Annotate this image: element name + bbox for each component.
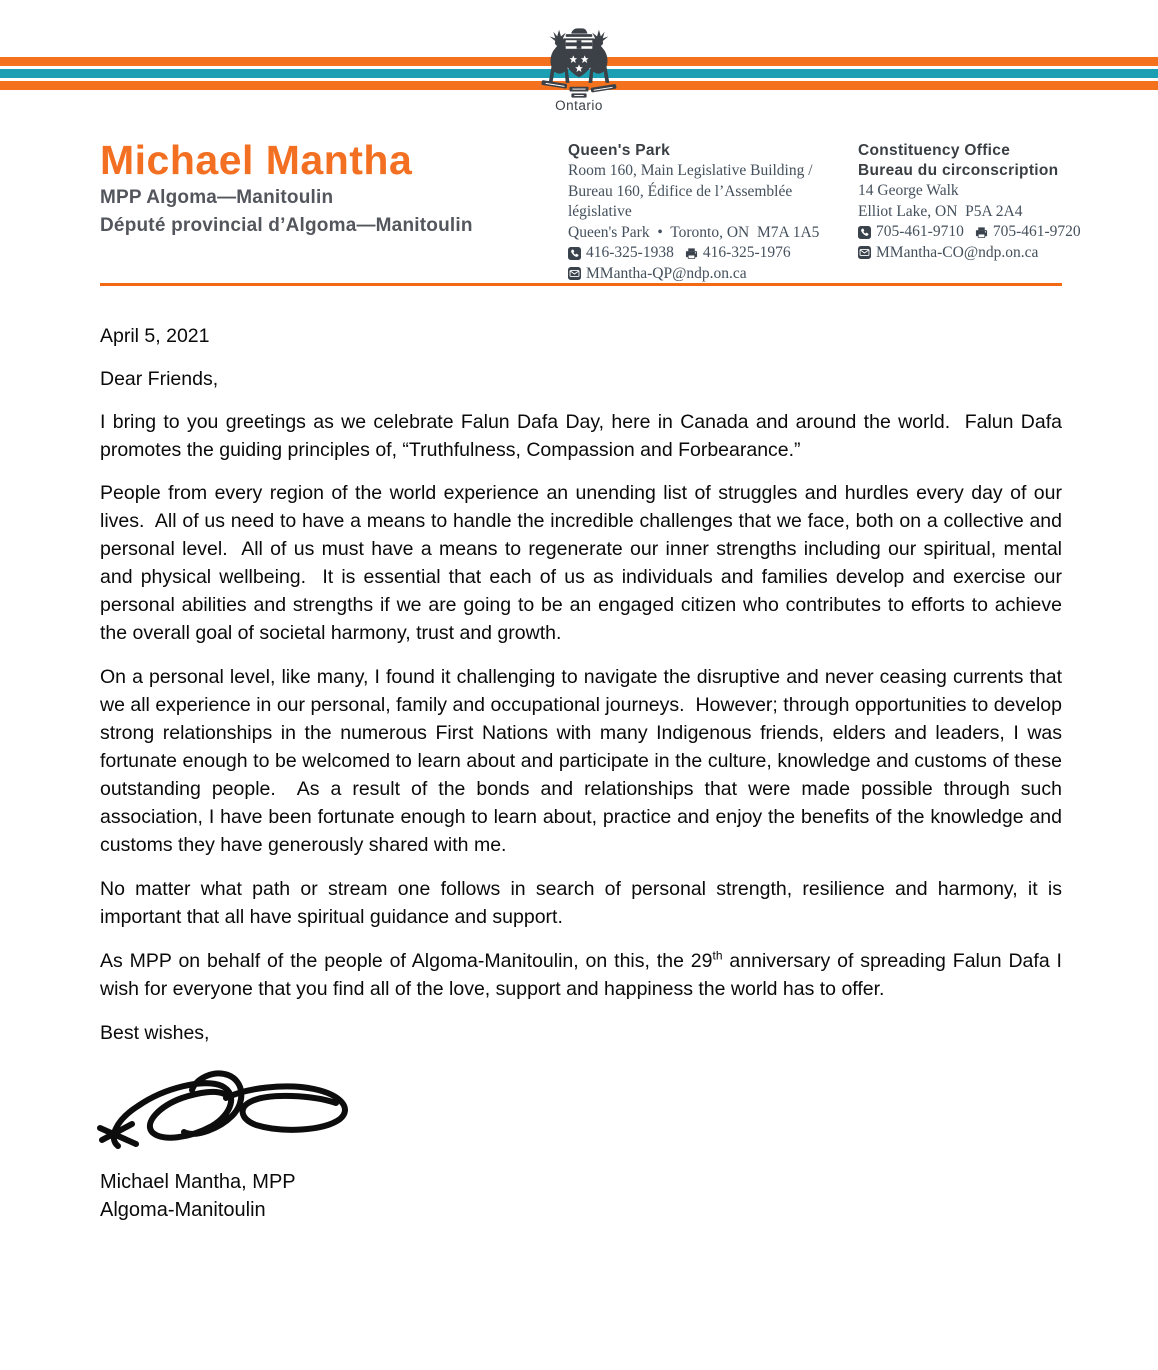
email-address: MMantha-QP@ndp.on.ca — [586, 264, 747, 282]
ontario-coat-of-arms — [0, 26, 1158, 113]
fax-icon — [685, 247, 698, 260]
phone-number: 705-461-9710 — [876, 223, 964, 240]
address-line: Room 160, Main Legislative Building / — [568, 162, 813, 179]
fax-number: 705-461-9720 — [992, 223, 1081, 240]
phone-icon — [568, 247, 581, 260]
paragraph-with-superscript — [100, 947, 1068, 1003]
orange-divider-rule — [100, 283, 1062, 286]
email-row — [568, 264, 848, 285]
queens-park-heading: Queen's Park — [568, 142, 671, 159]
mpp-name: Michael Mantha — [100, 137, 413, 183]
phone-icon — [858, 226, 871, 239]
salutation: Dear Friends, — [100, 368, 219, 390]
fax-icon — [975, 226, 988, 239]
mpp-title-english: MPP Algoma—Manitoulin — [100, 187, 334, 208]
paragraph-text: As MPP on behalf of the people of Algoma-Manitoulin, on this, the 29 — [100, 950, 713, 972]
signer-name: Michael Mantha, MPP — [100, 1171, 296, 1193]
phone-fax-row — [858, 222, 1158, 243]
address-line: Elliot Lake, ON P5A 2A4 — [858, 202, 1023, 220]
letter-body — [100, 322, 1068, 1224]
signer-riding: Algoma-Manitoulin — [100, 1199, 266, 1221]
closing-names — [100, 1168, 1062, 1224]
constituency-heading-english: Constituency Office — [858, 142, 1011, 159]
phone-fax-row — [568, 243, 848, 264]
email-icon — [858, 246, 871, 259]
email-icon — [568, 267, 581, 280]
ontario-wordmark: Ontario — [555, 98, 603, 113]
ordinal-superscript: th — [712, 948, 723, 963]
paragraph-text: anniversary of spreading Falun Dafa I wish for everyone that you find all of the love, support and happiness the world has to offer. — [100, 950, 1068, 1000]
mpp-title-french: Député provincial d’Algoma—Manitoulin — [100, 215, 473, 236]
queens-park-contact-block — [568, 141, 848, 284]
email-row — [858, 243, 1158, 264]
paragraph: People from every region of the world experience an unending list of struggles and hurdles every day of our lives. All of us need to have a means to handle the incredible challenges that we face, both on a collective and personal level. All of us must have a means to regenerate our inner strengths including our spiritual, mental and physical wellbeing. It is essential that each of us as individuals and families develop and exercise our personal abilities and strengths if we are going to be an engaged citizen who contributes to efforts to achieve the overall goal of societal harmony, trust and growth. — [100, 482, 1068, 644]
address-line: Bureau 160, Édifice de l’Assemblée législative — [568, 182, 797, 220]
address-line: Queen's Park • Toronto, ON M7A 1A5 — [568, 223, 820, 241]
letterhead-name-block — [100, 138, 570, 239]
paragraph: No matter what path or stream one follows in search of personal strength, resilience and harmony, it is important that all have spiritual guidance and support. — [100, 878, 1068, 928]
constituency-contact-block — [858, 141, 1158, 263]
phone-number: 416-325-1938 — [586, 244, 674, 261]
letter-date: April 5, 2021 — [100, 325, 210, 347]
fax-number: 416-325-1976 — [702, 244, 791, 261]
ontario-coat-of-arms-icon — [529, 26, 629, 100]
email-address: MMantha-CO@ndp.on.ca — [876, 243, 1039, 261]
paragraph: I bring to you greetings as we celebrate Falun Dafa Day, here in Canada and around the world. Falun Dafa promotes the guiding principles of, “Truthfulness, Compassion and Forbearance.” — [100, 411, 1068, 461]
address-line: 14 George Walk — [858, 182, 959, 199]
constituency-heading-french: Bureau du circonscription — [858, 162, 1059, 179]
paragraph: On a personal level, like many, I found it challenging to navigate the disruptive and never ceasing currents that we all experience in our personal, family and occupational journeys. However; through opportunities to develop strong relationships in the numerous First Nations with many Indigenous friends, elders and leaders, I was fortunate enough to be welcomed to learn about and participate in the culture, knowledge and customs of these outstanding people. As a result of the bonds and relationships that were made possible through such association, I have been fortunate enough to learn about, practice and enjoy the benefits of the knowledge and customs they have generously shared with me. — [100, 666, 1068, 856]
closing-phrase: Best wishes, — [100, 1022, 210, 1044]
signature-scribble — [94, 1062, 384, 1162]
